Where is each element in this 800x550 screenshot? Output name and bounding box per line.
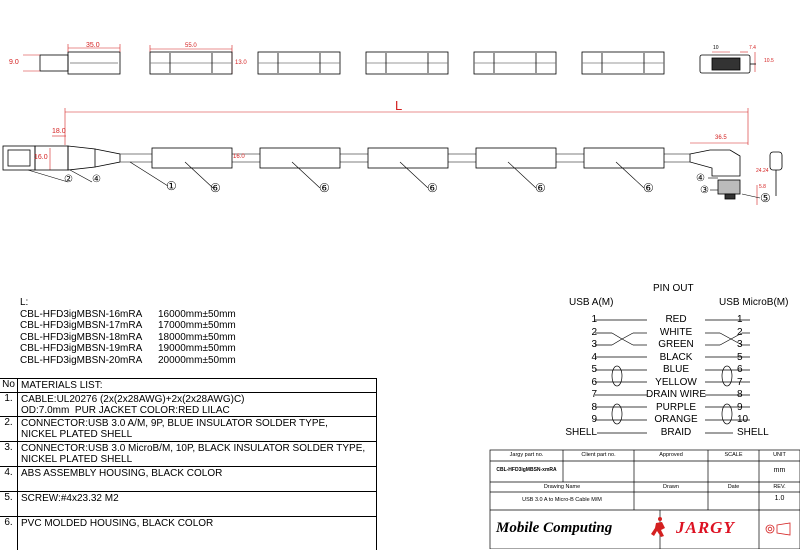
part-number: CBL-HFD3igMBSN-xmRA — [496, 467, 557, 473]
pinout-signal: ORANGE — [654, 414, 698, 425]
dim-usb-a-height: 16.0 — [34, 154, 48, 161]
materials-no: 6. — [0, 517, 18, 550]
callout-6-d: ⑥ — [535, 181, 546, 195]
materials-text: ABS ASSEMBLY HOUSING, BLACK COLOR — [21, 468, 223, 479]
callout-1: ① — [166, 179, 177, 193]
callout-2: ② — [64, 174, 73, 185]
materials-table — [0, 378, 377, 550]
callout-5: ⑤ — [760, 191, 771, 205]
pinout-left-pin: 1 — [591, 314, 597, 325]
materials-row — [0, 492, 376, 517]
materials-header-row — [0, 379, 376, 393]
pinout-left-header: USB A(M) — [569, 297, 614, 308]
ferrite-views-top — [150, 52, 664, 74]
pinout-right-pin: 10 — [737, 414, 749, 425]
callout-6-a: ⑥ — [210, 181, 221, 195]
materials-list-header: MATERIALS LIST: — [21, 380, 103, 391]
microb-top-view — [700, 55, 756, 73]
materials-row — [0, 417, 376, 442]
length-part: CBL-HFD3igMBSN-17mRA — [20, 320, 143, 332]
length-part: CBL-HFD3igMBSN-20mRA — [20, 354, 143, 366]
dim-overall-length: L — [395, 98, 403, 113]
drawing-name-label: Drawing Name — [543, 484, 581, 490]
length-part: CBL-HFD3igMBSN-16mRA — [20, 308, 143, 320]
callout-4-right: ④ — [696, 173, 705, 184]
materials-no: 1. — [0, 393, 18, 416]
pinout-signal: BLUE — [662, 364, 690, 375]
pinout-left-pin: 4 — [591, 351, 597, 363]
pinout-title: PIN OUT — [653, 283, 694, 294]
materials-no: 3. — [0, 442, 18, 466]
length-value: 16000mm±50mm — [158, 308, 236, 320]
pinout-right-pin: 1 — [737, 314, 743, 325]
pinout-right-header: USB MicroB(M) — [719, 297, 789, 308]
dim-ferrite-dia: 16.0 — [233, 154, 245, 160]
length-row — [20, 309, 236, 321]
mobile-computing-logo: Mobile Computing — [496, 520, 613, 536]
pinout-right-pin: 6 — [737, 364, 743, 375]
callout-3: ③ — [700, 185, 709, 196]
materials-text: CABLE:UL20276 (2x(2x28AWG)+2x(2x28AWG)C) OD:7.0mm PUR JACKET COLOR:RED LILAC — [21, 394, 245, 416]
pinout-left-pin: 2 — [591, 326, 597, 338]
dim-connector-height: 9.0 — [9, 59, 19, 66]
dim-ferrite-height: 13.0 — [235, 60, 247, 66]
pinout-signal: YELLOW — [655, 376, 697, 388]
materials-no: 5. — [0, 492, 18, 516]
materials-no: 4. — [0, 467, 18, 491]
length-row — [20, 332, 236, 344]
pinout-signal: BLACK — [659, 351, 693, 363]
rev-value: 1.0 — [774, 495, 785, 502]
pinout-right-pin: 3 — [737, 339, 743, 350]
pinout-left-pin: 6 — [591, 376, 597, 388]
pinout-right-pin: 7 — [737, 376, 743, 388]
materials-text: CONNECTOR:USB 3.0 A/M, 9P, BLUE INSULATOR SOLDER TYPE, NICKEL PLATED SHELL — [21, 418, 328, 440]
unit-value: mm — [773, 467, 786, 474]
dim-lines-top — [23, 44, 755, 74]
length-value: 18000mm±50mm — [158, 331, 236, 343]
materials-no-header: No — [0, 379, 18, 392]
pinout-left-pin: 5 — [591, 364, 597, 375]
pinout-left-pin: 8 — [591, 401, 597, 413]
client-part-label: Client part no. — [581, 452, 616, 458]
dim-microb-top1: 10 — [713, 45, 719, 51]
materials-text: PVC MOLDED HOUSING, BLACK COLOR — [21, 518, 214, 529]
approved-label: Approved — [659, 452, 683, 458]
pinout-signal: BRAID — [660, 426, 692, 438]
materials-row — [0, 517, 376, 550]
pinout-signal: RED — [665, 314, 687, 325]
dim-usb-a-width: 18.0 — [52, 128, 66, 135]
pinout-right-pin: 2 — [737, 326, 743, 338]
usb-a-side-view — [40, 52, 120, 74]
pinout-left-pin: 3 — [591, 339, 597, 350]
unit-label: UNIT — [773, 452, 786, 458]
materials-row — [0, 393, 376, 417]
dim-microb-side: 24.24 — [756, 168, 769, 174]
length-row — [20, 355, 236, 367]
materials-text: CONNECTOR:USB 3.0 MicroB/M, 10P, BLACK INSULATOR SOLDER TYPE, NICKEL PLATED SHELL — [21, 443, 366, 465]
ferrites-main — [152, 148, 664, 168]
jargy-logo: JARGY — [676, 518, 735, 537]
length-part: CBL-HFD3igMBSN-19mRA — [20, 343, 143, 355]
materials-text: SCREW:#4x23.32 M2 — [21, 493, 119, 504]
length-value: 20000mm±50mm — [158, 354, 236, 366]
jargy-part-label: Jargy part no. — [509, 452, 544, 458]
callout-6-e: ⑥ — [643, 181, 654, 195]
length-value: 19000mm±50mm — [158, 343, 236, 355]
length-heading: L: — [20, 297, 29, 308]
pinout-right-pin: 9 — [737, 401, 743, 413]
length-table — [20, 297, 236, 367]
dim-microb-small: 5.8 — [759, 184, 766, 190]
pinout-left-pin: SHELL — [565, 426, 597, 438]
pinout-left-pin: 9 — [591, 414, 597, 425]
length-value: 17000mm±50mm — [158, 320, 236, 332]
callout-4-left: ④ — [92, 174, 101, 185]
rev-label: REV. — [773, 484, 786, 490]
pinout-right-pin: 8 — [737, 389, 743, 400]
dim-microb-height: 10.5 — [764, 58, 774, 64]
pinout-signal: WHITE — [659, 326, 693, 338]
dim-microb-top2: 7.4 — [749, 45, 756, 51]
pinout-right-pin: 5 — [737, 351, 743, 363]
date-label: Date — [727, 484, 740, 490]
usb-a-connector — [3, 146, 120, 170]
materials-row — [0, 467, 376, 492]
dim-ferrite-length: 55.0 — [185, 43, 197, 49]
callout-6-c: ⑥ — [427, 181, 438, 195]
materials-row — [0, 442, 376, 467]
pinout-left-pin: 7 — [591, 389, 597, 400]
materials-no: 2. — [0, 417, 18, 441]
pinout-signal: DRAIN WIRE — [646, 389, 706, 400]
pinout-signal: GREEN — [658, 339, 694, 350]
pinout-signal: PURPLE — [655, 401, 696, 413]
length-row — [20, 320, 236, 332]
dim-microb-length: 36.5 — [715, 135, 727, 141]
dim-connector-length: 35.0 — [86, 42, 100, 49]
drawing-name: USB 3.0 A to Micro-B Cable M/M — [522, 497, 602, 503]
pinout-right-pin: SHELL — [737, 426, 769, 438]
scale-label: SCALE — [724, 452, 743, 458]
drawn-label: Drawn — [663, 484, 679, 490]
length-row — [20, 343, 236, 355]
callout-6-b: ⑥ — [319, 181, 330, 195]
length-part: CBL-HFD3igMBSN-18mRA — [20, 331, 143, 343]
